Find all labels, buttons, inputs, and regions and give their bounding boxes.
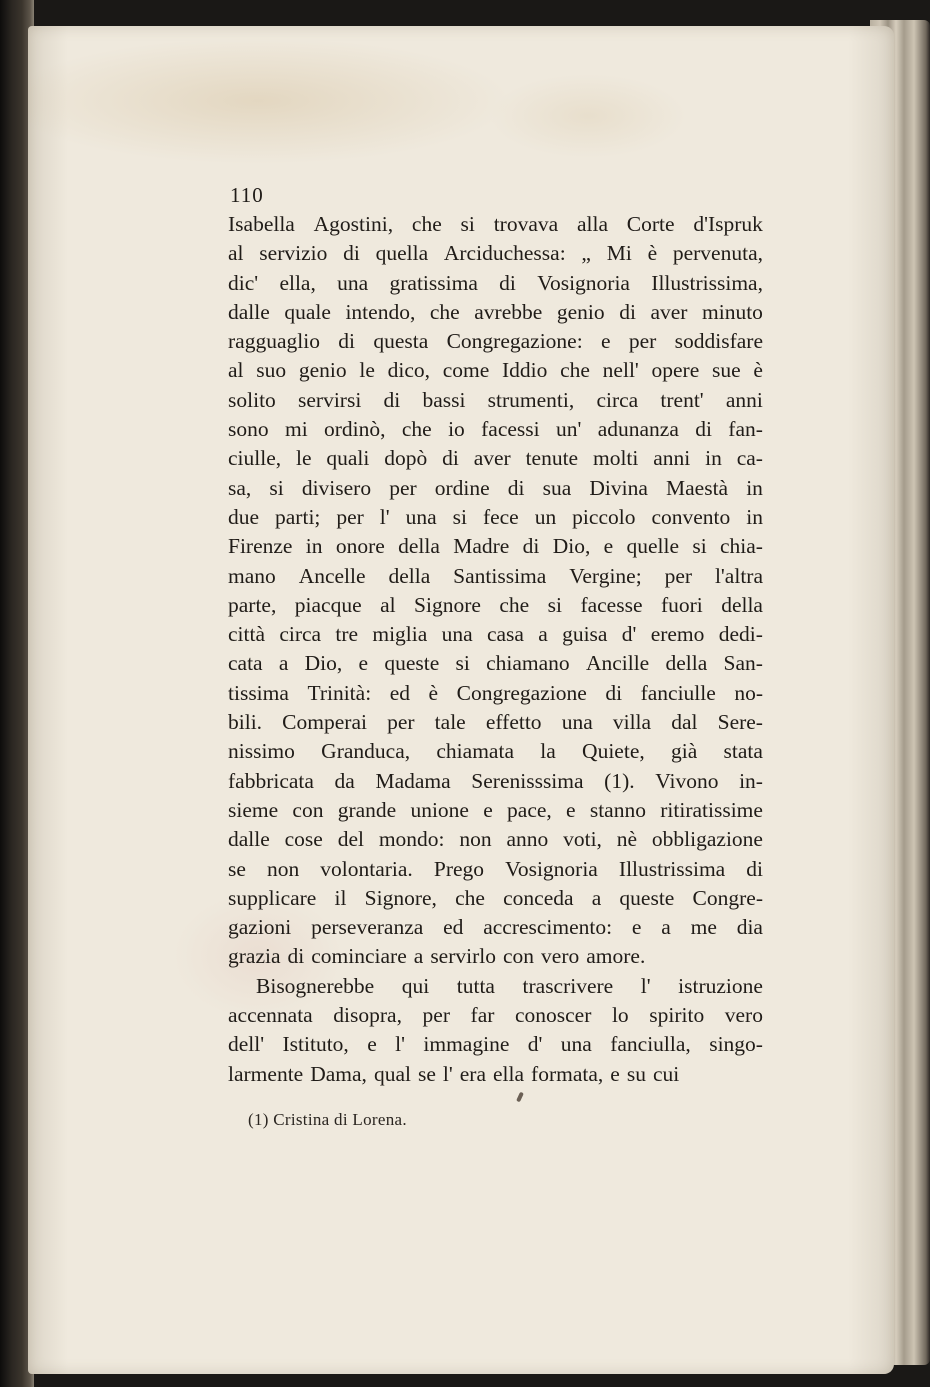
text-line: Firenze in onore della Madre di Dio, e quelle si chia-	[228, 534, 763, 559]
text-line: mano Ancelle della Santissima Vergine; per l'altra	[228, 563, 763, 588]
text-line: sono mi ordinò, che io facessi un' adunanza di fan-	[228, 417, 763, 442]
text-line: bili. Comperai per tale effetto una villa dal Sere-	[228, 710, 763, 735]
text-line: due parti; per l' una si fece un piccolo convento in	[228, 504, 763, 529]
text-line: parte, piacque al Signore che si facesse fuori della	[228, 592, 763, 617]
text-line: dell' Istituto, e l' immagine d' una fanciulla, singo-	[228, 1032, 763, 1057]
page-number: 110	[230, 183, 264, 207]
text-line: larmente Dama, qual se l' era ella formata, e su cui	[228, 1061, 680, 1086]
text-line: nissimo Granduca, chiamata la Quiete, già stata	[228, 739, 763, 764]
text-line: ciulle, le quali dopò di aver tenute molti anni in ca-	[228, 446, 763, 471]
text-line: ragguaglio di questa Congregazione: e per soddisfare	[228, 329, 763, 354]
text-line: sieme con grande unione e pace, e stanno ritiratissime	[228, 797, 763, 822]
body-text	[228, 210, 763, 1089]
footnote: (1) Cristina di Lorena.	[248, 1110, 407, 1129]
text-line: se non volontaria. Prego Vosignoria Illustrissima di	[228, 856, 763, 881]
text-line: grazia di cominciare a servirlo con vero amore.	[228, 944, 646, 969]
text-line: solito servirsi di bassi strumenti, circa trent' anni	[228, 387, 763, 412]
text-line: dalle cose del mondo: non anno voti, nè obbligazione	[228, 827, 763, 852]
text-line: dalle quale intendo, che avrebbe genio di aver minuto	[228, 299, 763, 324]
page-text-block	[228, 182, 763, 1089]
text-line: al servizio di quella Arciduchessa: „ Mi è pervenuta,	[228, 241, 763, 266]
text-line: tissima Trinità: ed è Congregazione di fanciulle no-	[228, 680, 763, 705]
text-line: al suo genio le dico, come Iddio che nell' opere sue è	[228, 358, 763, 383]
text-line: fabbricata da Madama Serenisssima (1). Vivono in-	[228, 768, 763, 793]
text-line: cata a Dio, e queste si chiamano Ancille della San-	[228, 651, 763, 676]
text-line: dic' ella, una gratissima di Vosignoria Illustrissima,	[228, 270, 763, 295]
text-line: Isabella Agostini, che si trovava alla Corte d'Ispruk	[228, 212, 763, 236]
text-line: sa, si divisero per ordine di sua Divina Maestà in	[228, 475, 763, 500]
text-line: Bisognerebbe qui tutta trascrivere l' istruzione	[256, 973, 763, 998]
text-line: gazioni perseveranza ed accrescimento: e a me dia	[228, 915, 763, 940]
text-line: città circa tre miglia una casa a guisa d' eremo dedi-	[228, 622, 763, 647]
text-line: supplicare il Signore, che conceda a queste Congre-	[228, 885, 763, 910]
text-line: accennata disopra, per far conoscer lo spirito vero	[228, 1003, 763, 1028]
